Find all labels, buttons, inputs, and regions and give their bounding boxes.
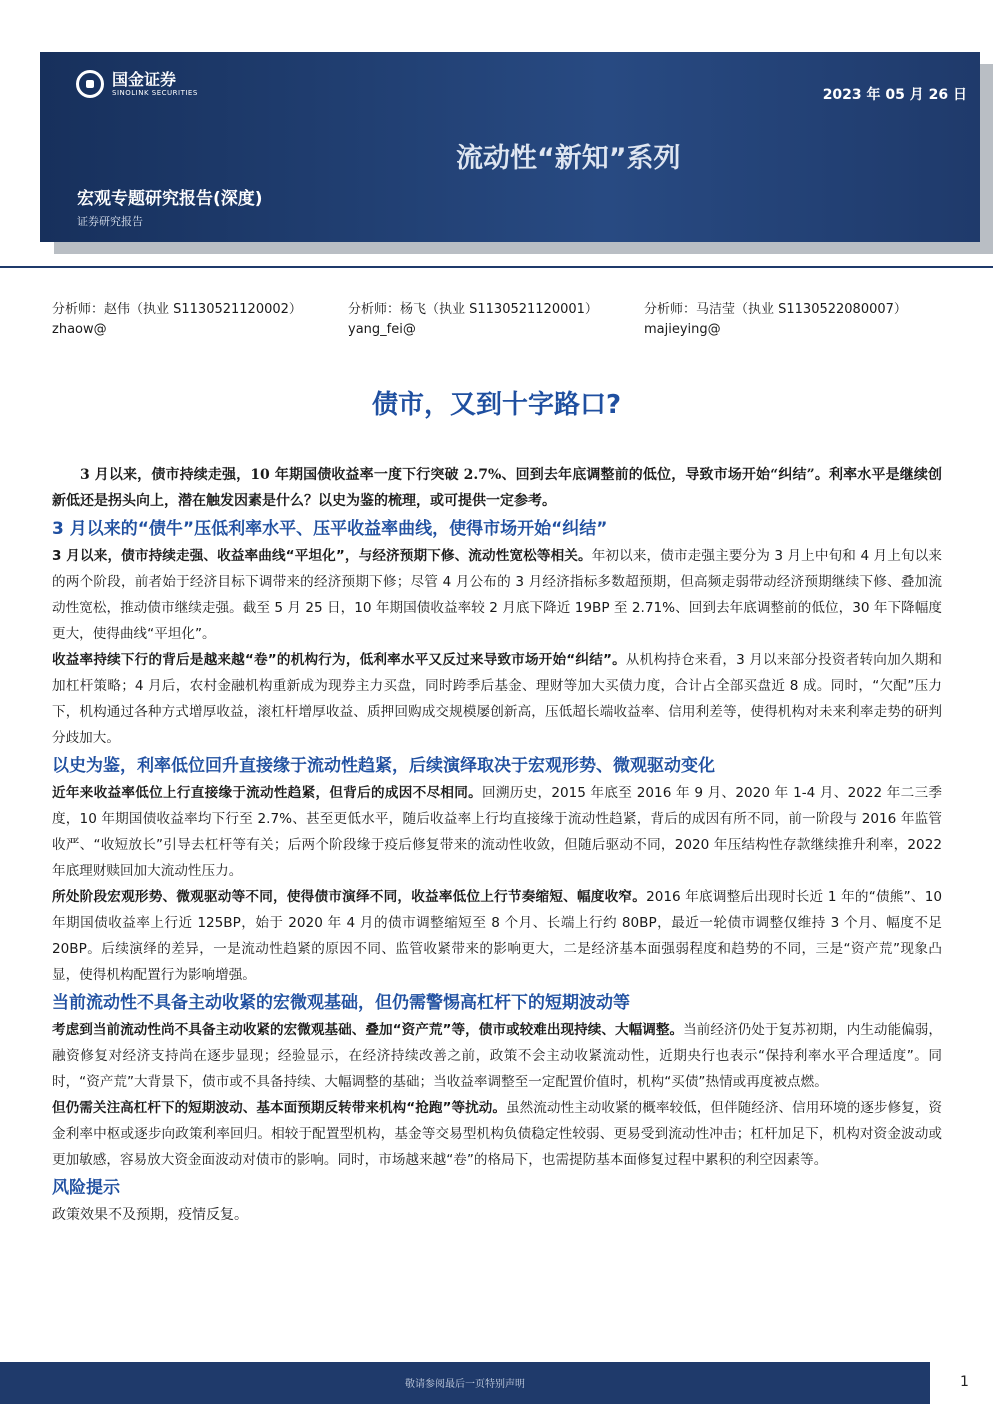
paragraph-lead: 但仍需关注高杠杆下的短期波动、基本面预期反转带来机构“抢跑”等扰动。 — [52, 1100, 506, 1116]
analyst-1 — [52, 300, 302, 340]
abstract: 3 月以来，债市持续走强，10 年期国债收益率一度下行突破 2.7%、回到去年底调整前的低位，导致市场开始“纠结”。利率水平是继续创新低还是拐头向上，潜在触发因素是什么？以史为鉴的梳理，或可提供一定参考。 — [52, 467, 942, 509]
risk-text: 政策效果不及预期，疫情反复。 — [52, 1207, 248, 1223]
logo-cn: 国金证券 — [112, 69, 177, 89]
analyst-name: 分析师：赵伟（执业 S1130521120002） — [52, 302, 302, 317]
paragraph-text: 虽然流动性主动收紧的概率较低，但伴随经济、信用环境的逐步修复，资金利率中枢或逐步向政策利率回归。相较于配置型机构，基金等交易型机构负债稳定性较弱、更易受到流动性冲击；杠杆加足下，机构对资金波动或更加敏感，容易放大资金面波动对债市的影响。同时，市场越来越“卷”的格局下，也需提防基本面修复过程中累积的利空因素等。 — [52, 1100, 942, 1168]
section-heading-3: 当前流动性不具备主动收紧的宏微观基础，但仍需警惕高杠杆下的短期波动等 — [52, 993, 630, 1013]
analyst-name: 分析师：马洁莹（执业 S1130522080007） — [644, 302, 907, 317]
paragraph-lead: 考虑到当前流动性尚不具备主动收紧的宏微观基础、叠加“资产荒”等，债市或较难出现持续、大幅调整。 — [52, 1022, 684, 1038]
report-title: 债市，又到十字路口? — [371, 390, 622, 420]
paragraph-text: 2016 年底调整后出现时长近 1 年的“债熊”、10 年期国债收益率上行近 125BP，始于 2020 年 4 月的债市调整缩短至 8 个月、长端上行约 80BP，最近一轮债市调整仅维持 3 个月、幅度不足 20BP。后续演绎的差异，一是流动性趋紧的原因不同、监管收紧带来的影响更大，二是经济基本面强弱程度和趋势的不同，三是“资产荒”现象凸显，使得机构配置行为影响增强。 — [52, 889, 942, 983]
analyst-email[interactable]: yang_fei@ — [348, 322, 416, 337]
report-subtype: 证券研究报告 — [77, 215, 143, 228]
report-type: 宏观专题研究报告(深度) — [77, 189, 263, 209]
analyst-email[interactable]: majieying@ — [644, 322, 721, 337]
paragraph — [52, 884, 942, 988]
header-divider — [0, 266, 993, 268]
series-title: 流动性“新知”系列 — [456, 143, 681, 174]
analyst-name: 分析师：杨飞（执业 S1130521120001） — [348, 302, 598, 317]
paragraph-lead: 所处阶段宏观形势、微观驱动等不同，使得债市演绎不同，收益率低位上行节奏缩短、幅度收窄。 — [52, 889, 647, 905]
analyst-2 — [348, 300, 598, 340]
company-logo — [76, 70, 198, 98]
report-date: 2023 年 05 月 26 日 — [822, 87, 967, 103]
paragraph-text: 当前经济仍处于复苏初期，内生动能偏弱，融资修复对经济支持尚在逐步显现；经验显示，在经济持续改善之前，政策不会主动收紧流动性，近期央行也表示“保持利率水平合理适度”。同时，“资产荒”大背景下，债市或不具备持续、大幅调整的基础；当收益率调整至一定配置价值时，机构“买债”热情或再度被点燃。 — [52, 1022, 942, 1090]
page-number: 1 — [960, 1374, 969, 1390]
paragraph-text: 回溯历史，2015 年底至 2016 年 9 月、2020 年 1-4 月、2022 年二三季度，10 年期国债收益率均下行至 2.7%、甚至更低水平，随后收益率上行均直接缘于流动性趋紧，背后的成因有所不同，前一阶段与 2016 年监管收严、“收短放长”引导去杠杆等有关；后两个阶段缘于疫后修复带来的流动性收敛，但随后驱动不同，2020 年压结构性存款继续推升利率，2022 年底理财赎回加大流动性压力。 — [52, 785, 943, 879]
logo-en: SINOLINK SECURITIES — [112, 88, 198, 97]
logo-icon — [76, 70, 104, 98]
paragraph — [52, 1017, 942, 1095]
paragraph-lead: 3 月以来，债市持续走强、收益率曲线“平坦化”，与经济预期下修、流动性宽松等相关。 — [52, 548, 592, 564]
paragraph — [52, 1095, 942, 1173]
paragraph — [52, 647, 942, 751]
paragraph — [52, 543, 942, 647]
paragraph-text: 从机构持仓来看，3 月以来部分投资者转向加久期和加杠杆策略；4 月后，农村金融机构重新成为现券主力买盘，同时跨季后基金、理财等加大买债力度，合计占全部买盘近 8 成。同时，“欠配”压力下，机构通过各种方式增厚收益，滚杠杆增厚收益、质押回购成交规模屡创新高，压低超长端收益率、信用利差等，使得机构对未来利率走势的研判分歧加大。 — [52, 652, 943, 746]
paragraph-text: 年初以来，债市走强主要分为 3 月上中旬和 4 月上旬以来的两个阶段，前者始于经济目标下调带来的经济预期下修；尽管 4 月公布的 3 月经济指标多数超预期，但高频走弱带动经济预期继续下修、叠加流动性宽松，推动债市继续走强。截至 5 月 25 日，10 年期国债收益率较 2 月底下降近 19BP 至 2.71%、回到去年底调整前的低位，30 年下降幅度更大，使得曲线“平坦化”。 — [52, 548, 942, 642]
risk-heading: 风险提示 — [52, 1178, 120, 1198]
paragraph-lead: 近年来收益率低位上行直接缘于流动性趋紧，但背后的成因不尽相同。 — [52, 785, 482, 801]
section-heading-1: 3 月以来的“债牛”压低利率水平、压平收益率曲线，使得市场开始“纠结” — [52, 519, 608, 539]
analyst-email[interactable]: zhaow@ — [52, 322, 107, 337]
footer-disclaimer: 敬请参阅最后一页特别声明 — [405, 1379, 525, 1390]
section-heading-2: 以史为鉴，利率低位回升直接缘于流动性趋紧，后续演绎取决于宏观形势、微观驱动变化 — [52, 756, 715, 776]
analyst-3 — [644, 300, 907, 340]
report-body — [52, 462, 942, 1228]
paragraph — [52, 780, 942, 884]
paragraph-lead: 收益率持续下行的背后是越来越“卷”的机构行为，低利率水平又反过来导致市场开始“纠结”。 — [52, 652, 626, 668]
